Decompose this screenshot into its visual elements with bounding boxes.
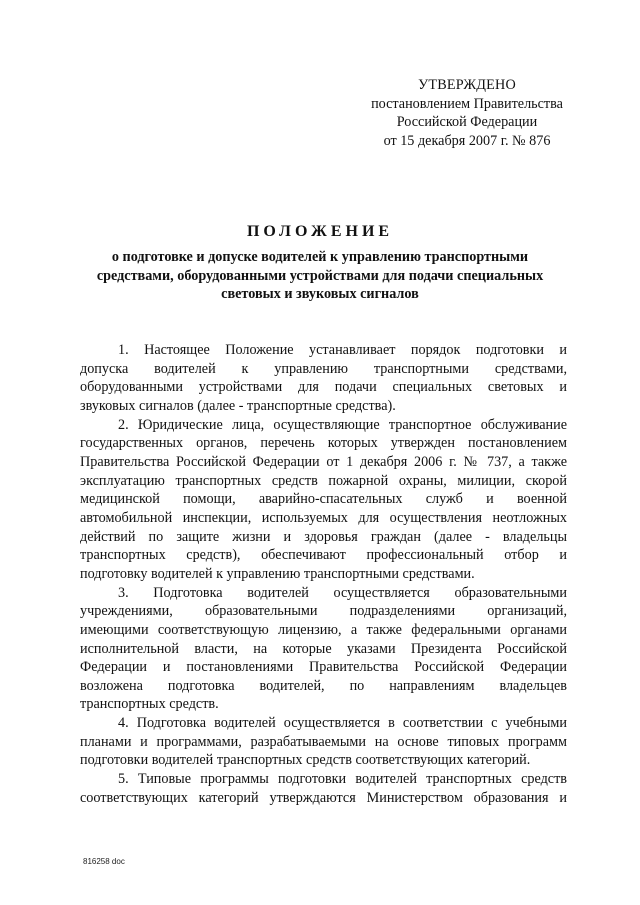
paragraph-3 [80,584,567,715]
file-reference: 816258 doc [83,857,125,866]
paragraph-line: возложена подготовка водителей, по направлениям владельцев [80,677,567,694]
paragraph-line: действий по защите жизни и здоровья граждан (далее - владельцы [80,528,567,545]
paragraph-line: автомобильной инспекции, используемых для осуществления неотложных [80,509,567,526]
approval-line: от 15 декабря 2007 г. № 876 [383,132,551,149]
subtitle-line: световых и звуковых сигналов [221,286,419,303]
approval-line: постановлением Правительства [371,95,563,112]
paragraph-line: оборудованными устройствами для подачи специальных световых и [80,379,567,396]
subtitle-line: средствами, оборудованными устройствами для подачи специальных [96,267,544,284]
paragraph-line: 1. Настоящее Положение устанавливает порядок подготовки и [118,342,567,358]
paragraph-line: соответствующих категорий утверждаются Министерством образования и [80,789,567,806]
approval-heading: УТВЕРЖДЕНО [418,77,516,93]
document-title-block [60,223,580,304]
paragraph-5 [80,770,567,807]
paragraph-line: допуска водителей к управлению транспортными средствами, [80,360,567,377]
paragraph-line: 3. Подготовка водителей осуществляется образовательными [118,584,567,601]
paragraph-line: 5. Типовые программы подготовки водителей транспортных средств [118,771,567,788]
paragraph-line: Правительства Российской Федерации от 1 декабря 2006 г. № 737, а также [80,453,567,470]
approval-line: Российской Федерации [396,114,538,131]
paragraph-line: подготовку водителей к управлению транспортными средствами. [80,565,475,582]
paragraph-line: 2. Юридические лица, осуществляющие транспортное обслуживание [118,416,567,433]
document-title: ПОЛОЖЕНИЕ [246,223,394,240]
paragraph-line: медицинской помощи, аварийно-спасательных служб и военной [80,491,567,508]
paragraph-line: исполнительной власти, на которые указами Президента Российской [80,640,567,657]
paragraph-line: планами и программами, разрабатываемыми на основе типовых программ [80,733,567,750]
paragraph-line: подготовки водителей транспортных средств соответствующих категорий. [80,752,531,769]
paragraph-4 [80,714,567,770]
document-subtitle [60,248,580,304]
paragraph-line: транспортных средств), обеспечивают профессиональный отбор и [80,547,567,564]
paragraph-line: звуковых сигналов (далее - транспортные средства). [80,397,396,414]
paragraph-line: 4. Подготовка водителей осуществляется в соответствии с учебными [118,715,567,732]
paragraph-line: государственных органов, перечень которых утвержден постановлением [80,435,567,452]
paragraph-line: учреждениями, образовательными подразделениями организаций, [80,603,567,620]
paragraph-1 [80,341,567,416]
approval-stamp [352,76,582,150]
paragraph-line: транспортных средств. [80,696,219,713]
document-body [80,341,567,807]
paragraph-line: эксплуатацию транспортных средств пожарной охраны, милиции, скорой [80,472,567,489]
paragraph-line: Федерации и постановлениями Правительства Российской Федерации [80,659,567,676]
paragraph-line: имеющими соответствующую лицензию, а также федеральными органами [80,621,567,638]
paragraph-2 [80,416,567,584]
subtitle-line: о подготовке и допуске водителей к управлению транспортными [111,249,529,265]
